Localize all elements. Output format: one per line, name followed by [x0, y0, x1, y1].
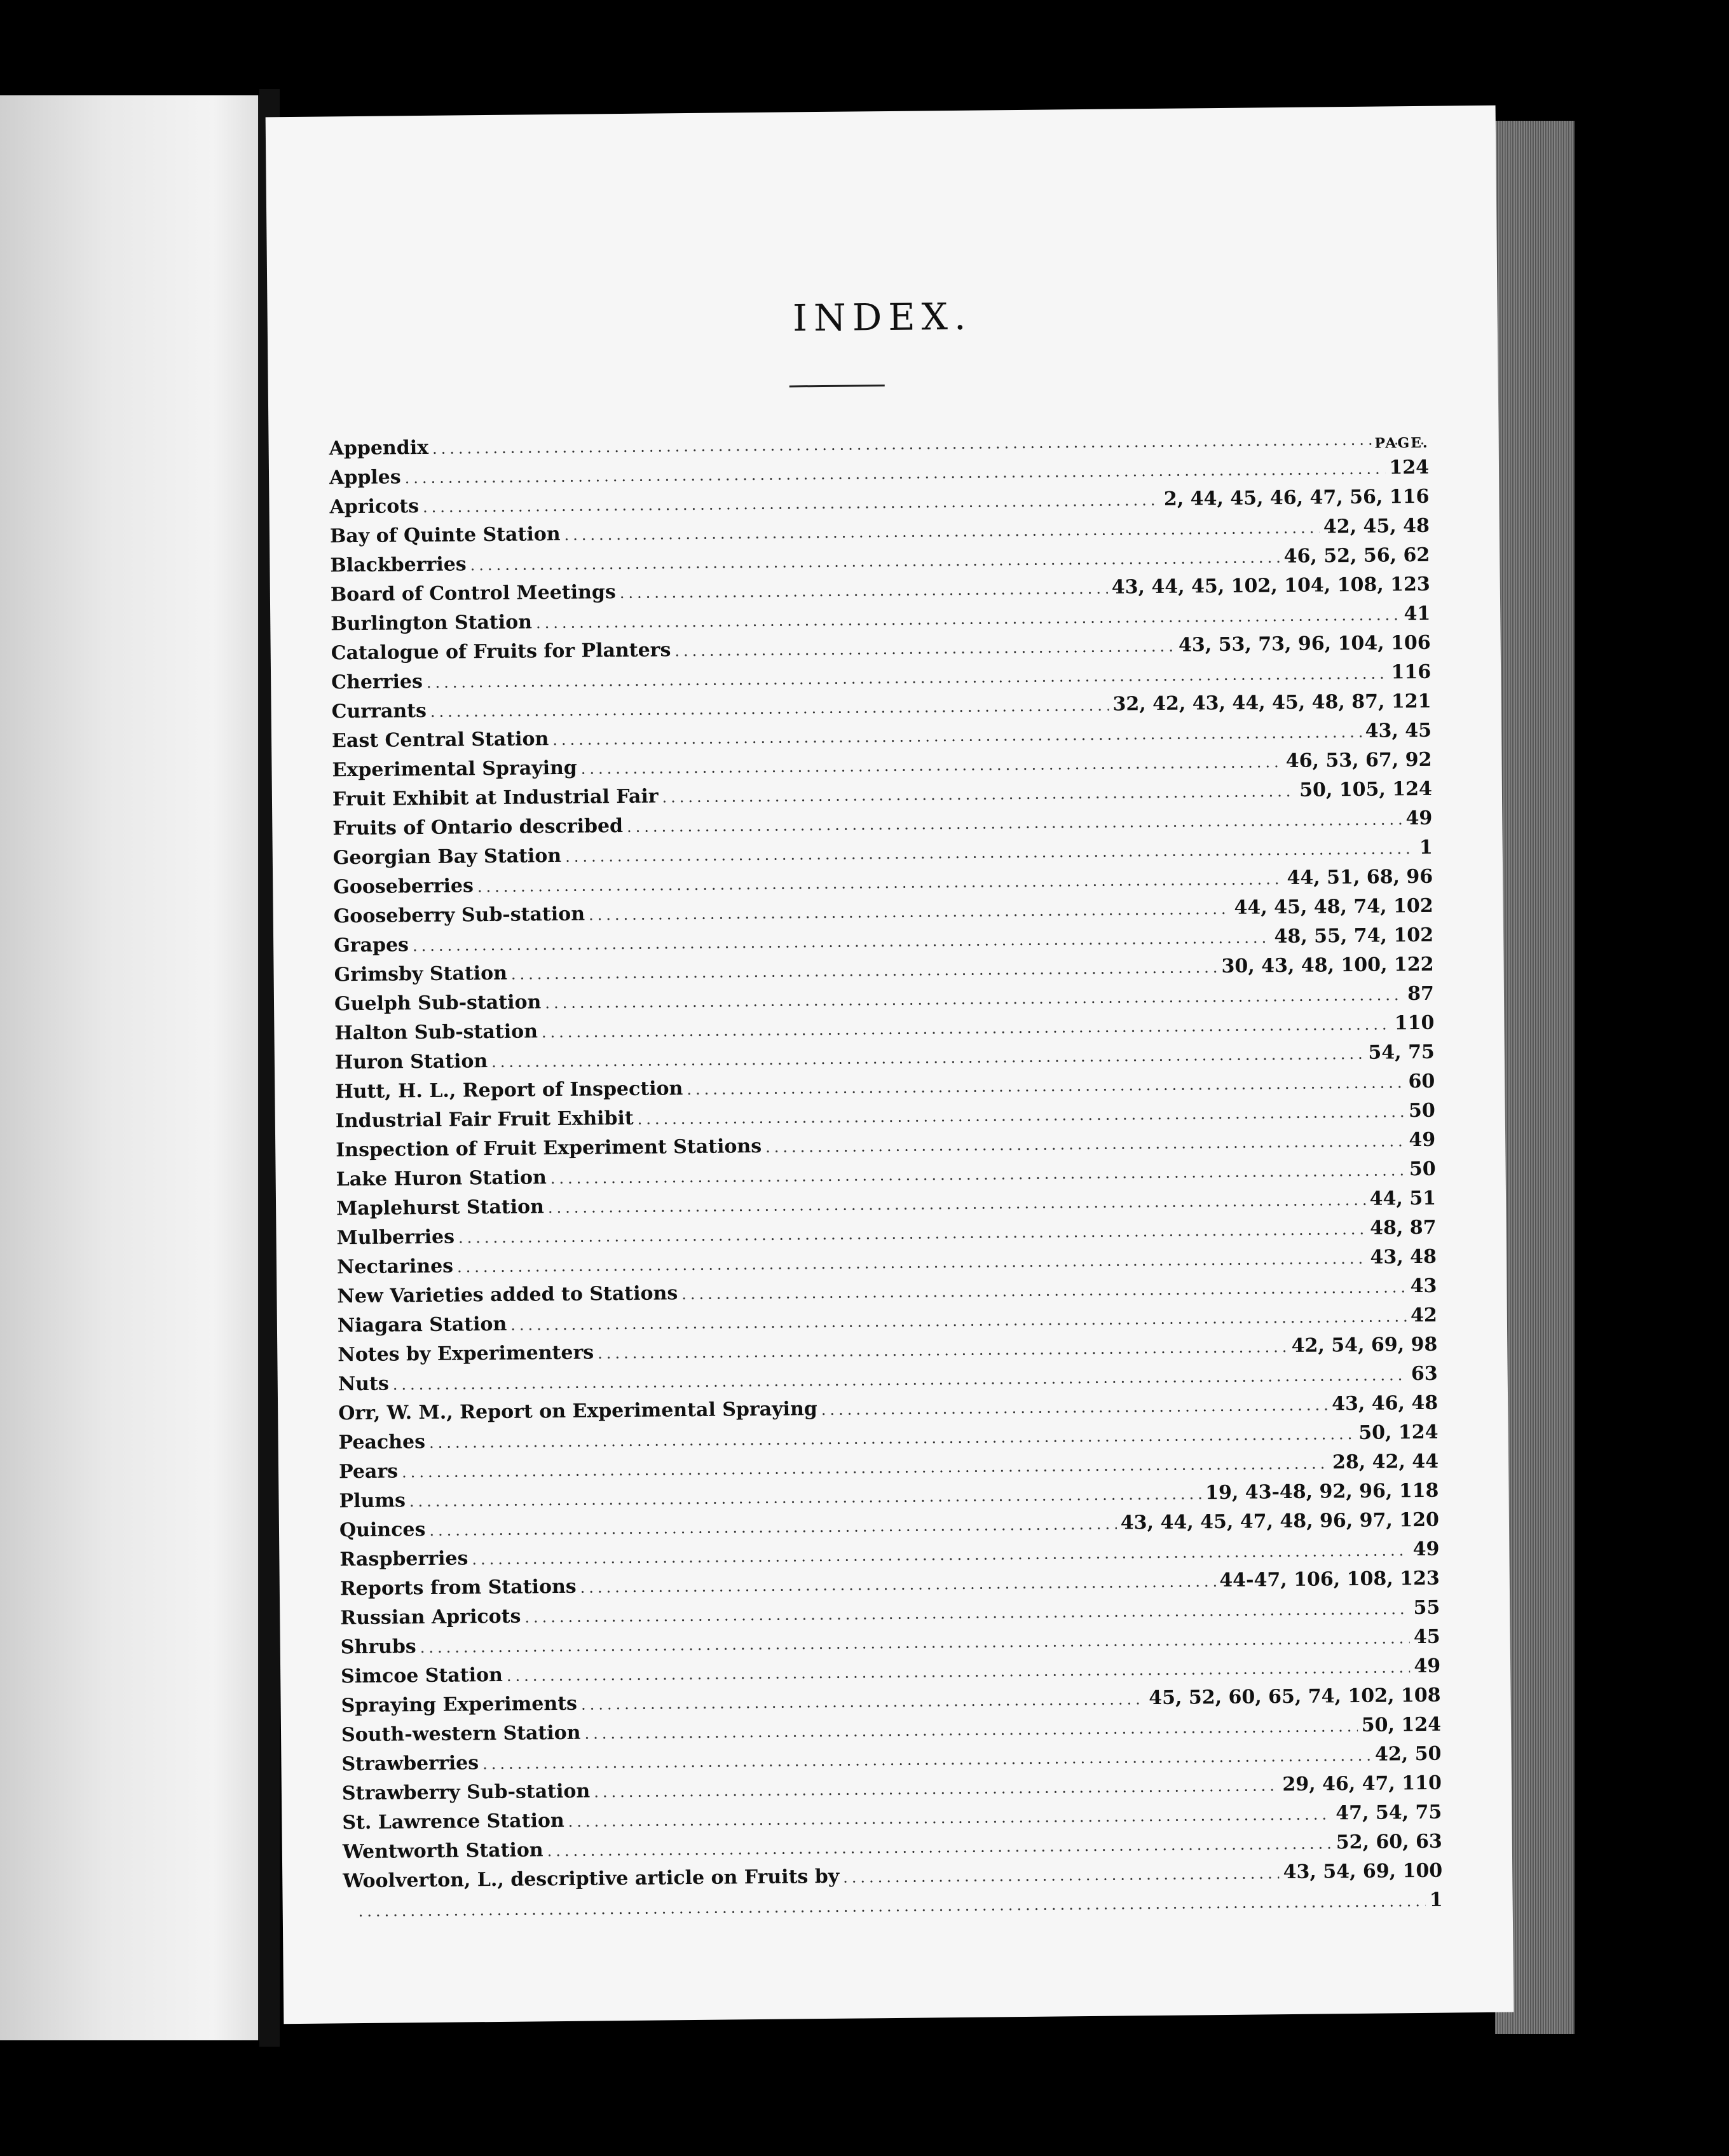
entry-pages: 19, 43-48, 92, 96, 118 — [1205, 1479, 1439, 1504]
entry-pages: 50 — [1408, 1099, 1435, 1122]
entry-pages: 29, 46, 47, 110 — [1282, 1771, 1442, 1796]
entry-name: Gooseberries — [333, 875, 474, 899]
entry-name: Fruit Exhibit at Industrial Fair — [332, 785, 659, 811]
leader-dots — [843, 1859, 1280, 1892]
entry-name: Apricots — [329, 495, 420, 519]
entry-pages: 43, 53, 73, 96, 104, 106 — [1178, 631, 1431, 657]
entry-name: Wentworth Station — [342, 1839, 543, 1864]
entry-pages: 42, 45, 48 — [1323, 514, 1430, 538]
entry-name: Peaches — [338, 1431, 426, 1454]
entry-name: Board of Control Meetings — [330, 581, 616, 606]
entry-pages: 49 — [1414, 1655, 1441, 1678]
entry-name: Maplehurst Station — [336, 1196, 545, 1220]
entry-name: Shrubs — [340, 1635, 416, 1659]
entry-pages: 42 — [1410, 1304, 1437, 1327]
entry-pages: 48, 87 — [1369, 1216, 1437, 1239]
entry-name: Cherries — [331, 671, 423, 694]
entry-pages: 44, 51 — [1369, 1187, 1437, 1210]
entry-pages: 116 — [1391, 660, 1432, 684]
entry-name: Plums — [339, 1489, 406, 1513]
entry-pages: 41 — [1404, 602, 1431, 625]
entry-pages: 43, 44, 45, 47, 48, 96, 97, 120 — [1120, 1508, 1440, 1534]
entry-name: Guelph Sub-station — [334, 991, 542, 1016]
entry-pages: 43 — [1410, 1274, 1437, 1298]
entry-pages: 43, 54, 69, 100 — [1283, 1859, 1443, 1884]
entry-name: Grimsby Station — [334, 962, 508, 986]
entry-pages: 87 — [1407, 982, 1435, 1006]
entry-pages: 50, 124 — [1358, 1421, 1439, 1444]
entry-pages: 45 — [1413, 1625, 1440, 1649]
leader-dots — [674, 632, 1175, 666]
entry-pages: 30, 43, 48, 100, 122 — [1221, 953, 1434, 978]
entry-pages: 49 — [1409, 1128, 1436, 1152]
entry-name: Pears — [338, 1460, 399, 1484]
entry-pages: 50, 124 — [1361, 1713, 1442, 1736]
entry-name: East Central Station — [331, 728, 549, 753]
entry-pages: 42, 50 — [1374, 1742, 1442, 1766]
entry-name: Halton Sub-station — [334, 1020, 538, 1045]
entry-name: St. Lawrence Station — [342, 1809, 564, 1834]
entry-name: Orr, W. M., Report on Experimental Spraying — [338, 1398, 817, 1425]
entry-pages: 44, 51, 68, 96 — [1287, 865, 1433, 889]
entry-name: New Varieties added to Stations — [337, 1282, 678, 1308]
leader-dots — [821, 1390, 1329, 1424]
entry-pages: 45, 52, 60, 65, 74, 102, 108 — [1149, 1684, 1441, 1710]
entry-pages: 42, 54, 69, 98 — [1291, 1333, 1438, 1357]
entry-name: Spraying Experiments — [341, 1692, 578, 1717]
entry-name: Gooseberry Sub-station — [333, 903, 585, 928]
page-column-heading: PAGE. — [1374, 434, 1429, 452]
entry-name: Georgian Bay Station — [332, 844, 562, 870]
entry-pages: 52, 60, 63 — [1336, 1830, 1442, 1854]
entry-name: Strawberry Sub-station — [341, 1780, 591, 1805]
entry-name: Inspection of Fruit Experiment Stations — [336, 1135, 762, 1162]
entry-name: Grapes — [333, 934, 409, 957]
entry-pages: 28, 42, 44 — [1332, 1450, 1439, 1474]
entry-pages: 49 — [1412, 1538, 1440, 1561]
entry-name: Catalogue of Fruits for Planters — [331, 639, 671, 665]
entry-pages: 55 — [1413, 1596, 1440, 1620]
entry-name: Appendix — [329, 436, 429, 460]
entry-name: Reports from Stations — [339, 1575, 577, 1600]
entry-name: Hutt, H. L., Report of Inspection — [335, 1077, 683, 1103]
entry-pages: 110 — [1394, 1011, 1435, 1035]
entry-pages: 1 — [1429, 1888, 1443, 1911]
entry-name: Lake Huron Station — [336, 1166, 547, 1191]
entry-pages: 44, 45, 48, 74, 102 — [1234, 894, 1433, 919]
entry-name: Burlington Station — [331, 611, 533, 636]
entry-name: Raspberries — [339, 1547, 468, 1571]
entry-pages: 32, 42, 43, 44, 45, 48, 87, 121 — [1112, 690, 1432, 716]
entry-pages: 124 — [1389, 456, 1430, 479]
entry-name: Bay of Quinte Station — [329, 522, 561, 548]
entry-pages: 46, 53, 67, 92 — [1285, 748, 1432, 772]
entry-name: Huron Station — [334, 1050, 488, 1074]
index-entries — [329, 424, 1442, 1925]
entry-name: Quinces — [339, 1518, 426, 1542]
entry-pages: 43, 48 — [1370, 1245, 1437, 1269]
entry-pages: 60 — [1408, 1070, 1435, 1093]
entry-name: Simcoe Station — [341, 1663, 503, 1688]
entry-pages: 43, 44, 45, 102, 104, 108, 123 — [1111, 573, 1430, 599]
entry-name: Industrial Fair Fruit Exhibit — [335, 1107, 634, 1133]
entry-pages: 49 — [1405, 807, 1433, 830]
entry-name: Strawberries — [341, 1752, 479, 1776]
entry-name: Fruits of Ontario described — [332, 815, 624, 840]
entry-name: Niagara Station — [337, 1313, 507, 1337]
entry-pages: 63 — [1411, 1362, 1438, 1386]
entry-pages: 50 — [1409, 1157, 1436, 1181]
entry-name: Nuts — [338, 1372, 389, 1396]
entry-name: Russian Apricots — [340, 1605, 521, 1630]
entry-name: Experimental Spraying — [332, 756, 577, 782]
index-page — [266, 106, 1514, 2024]
entry-name: Mulberries — [336, 1225, 455, 1250]
entry-pages: 2, 44, 45, 46, 47, 56, 116 — [1163, 485, 1430, 510]
entry-pages: 44-47, 106, 108, 123 — [1219, 1567, 1440, 1592]
title-rule — [789, 385, 885, 387]
entry-name: South-western Station — [341, 1721, 581, 1747]
entry-name: Notes by Experimenters — [338, 1341, 594, 1367]
left-page-edge — [0, 95, 267, 2040]
entry-pages: 46, 52, 56, 62 — [1283, 543, 1430, 568]
entry-pages: 47, 54, 75 — [1336, 1801, 1442, 1825]
entry-pages: 50, 105, 124 — [1299, 777, 1433, 802]
entry-pages: 1 — [1419, 836, 1433, 859]
entry-name: Blackberries — [330, 553, 467, 577]
entry-pages: 43, 45 — [1365, 719, 1432, 742]
leader-dots — [620, 574, 1108, 608]
entry-name: Apples — [329, 466, 401, 489]
entry-pages: 43, 46, 48 — [1331, 1391, 1439, 1416]
entry-pages: 48, 55, 74, 102 — [1274, 924, 1434, 948]
entry-name: Nectarines — [336, 1255, 454, 1279]
entry-pages: 54, 75 — [1368, 1040, 1435, 1064]
page-title: INDEX. — [792, 294, 973, 340]
entry-name: Woolverton, L., descriptive article on Fruits by — [343, 1865, 840, 1893]
entry-name: Currants — [331, 699, 427, 723]
